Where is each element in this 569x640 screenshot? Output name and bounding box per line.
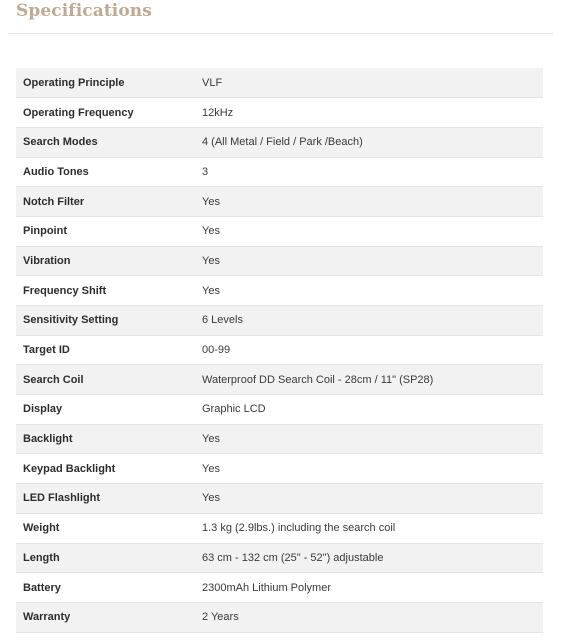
spec-value: 6 Levels bbox=[202, 306, 543, 336]
table-row bbox=[16, 424, 543, 454]
table-row bbox=[16, 395, 543, 425]
spec-label: Warranty bbox=[16, 602, 202, 632]
table-row bbox=[16, 335, 543, 365]
spec-value: 2 Years bbox=[202, 602, 543, 632]
spec-label: Pinpoint bbox=[16, 216, 202, 246]
spec-label: Weight bbox=[16, 513, 202, 543]
spec-label: Audio Tones bbox=[16, 157, 202, 187]
spec-label: Search Modes bbox=[16, 127, 202, 157]
section-title: Specifications bbox=[16, 1, 152, 21]
table-row bbox=[16, 127, 543, 157]
table-row bbox=[16, 306, 543, 336]
spec-value: Yes bbox=[202, 216, 543, 246]
spec-value: Yes bbox=[202, 187, 543, 217]
specifications-table-body bbox=[16, 68, 543, 632]
spec-value: Yes bbox=[202, 454, 543, 484]
table-row bbox=[16, 602, 543, 632]
spec-label: Backlight bbox=[16, 424, 202, 454]
table-row bbox=[16, 484, 543, 514]
spec-label: Battery bbox=[16, 573, 202, 603]
table-row bbox=[16, 216, 543, 246]
spec-label: Search Coil bbox=[16, 365, 202, 395]
spec-label: Sensitivity Setting bbox=[16, 306, 202, 336]
spec-value: Yes bbox=[202, 424, 543, 454]
spec-label: Operating Frequency bbox=[16, 98, 202, 128]
spec-value: Yes bbox=[202, 484, 543, 514]
table-row bbox=[16, 98, 543, 128]
table-row bbox=[16, 187, 543, 217]
table-row bbox=[16, 543, 543, 573]
table-row bbox=[16, 276, 543, 306]
spec-value: VLF bbox=[202, 68, 543, 98]
spec-label: Keypad Backlight bbox=[16, 454, 202, 484]
spec-label: Frequency Shift bbox=[16, 276, 202, 306]
specifications-table bbox=[16, 68, 543, 633]
spec-label: LED Flashlight bbox=[16, 484, 202, 514]
table-row bbox=[16, 365, 543, 395]
spec-value: 3 bbox=[202, 157, 543, 187]
table-row bbox=[16, 246, 543, 276]
spec-value: 12kHz bbox=[202, 98, 543, 128]
table-row bbox=[16, 573, 543, 603]
spec-label: Target ID bbox=[16, 335, 202, 365]
spec-label: Notch Filter bbox=[16, 187, 202, 217]
spec-value: 4 (All Metal / Field / Park /Beach) bbox=[202, 127, 543, 157]
spec-value: 2300mAh Lithium Polymer bbox=[202, 573, 543, 603]
spec-label: Display bbox=[16, 395, 202, 425]
spec-value: 00-99 bbox=[202, 335, 543, 365]
spec-value: Waterproof DD Search Coil - 28cm / 11" (SP28) bbox=[202, 365, 543, 395]
title-divider bbox=[8, 33, 553, 34]
spec-value: Yes bbox=[202, 246, 543, 276]
spec-value: 63 cm - 132 cm (25" - 52") adjustable bbox=[202, 543, 543, 573]
spec-value: 1.3 kg (2.9lbs.) including the search coil bbox=[202, 513, 543, 543]
spec-value: Yes bbox=[202, 276, 543, 306]
spec-value: Graphic LCD bbox=[202, 395, 543, 425]
table-row bbox=[16, 513, 543, 543]
table-row bbox=[16, 68, 543, 98]
table-row bbox=[16, 454, 543, 484]
table-row bbox=[16, 157, 543, 187]
spec-label: Vibration bbox=[16, 246, 202, 276]
spec-label: Operating Principle bbox=[16, 68, 202, 98]
spec-label: Length bbox=[16, 543, 202, 573]
